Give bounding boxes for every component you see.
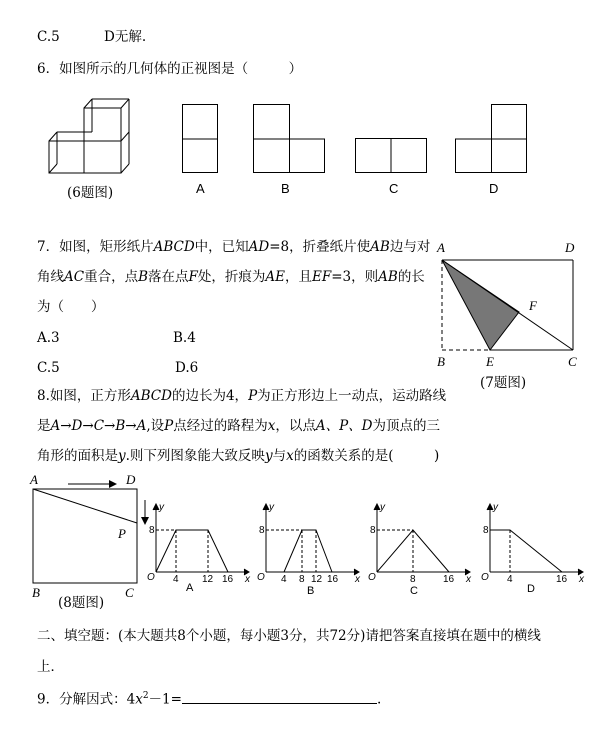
q8-graph-label-a: A xyxy=(186,582,194,594)
q7-line3: 为（ ） xyxy=(37,299,105,315)
q8-point-c: C xyxy=(125,585,134,600)
section2-heading-cont: 上． xyxy=(37,659,64,675)
graph-d-origin: O xyxy=(481,572,489,583)
graph-c-origin: O xyxy=(368,572,376,583)
q8-square-figure xyxy=(28,480,152,586)
graph-b-origin: O xyxy=(257,572,265,583)
graph-b-tick-4: 4 xyxy=(281,574,287,584)
q6-label-a: A xyxy=(196,181,205,196)
q7-point-f: F xyxy=(529,298,537,313)
q8-graph-label-b: B xyxy=(307,585,315,597)
q6-solid-figure xyxy=(44,96,134,178)
q7-point-b: B xyxy=(437,354,445,369)
graph-c-tick-8: 8 xyxy=(410,574,416,584)
q7-caption: (7题图) xyxy=(480,375,527,391)
q8-graph-d xyxy=(478,500,588,584)
graph-a-ylabel: y xyxy=(159,502,164,513)
q8-point-p: P xyxy=(118,526,126,541)
q8-line3: 角形的面积是y.则下列图象能大致反映y与x的函数关系的是( ) xyxy=(37,448,440,464)
q8-point-b: B xyxy=(32,585,40,600)
graph-c-xlabel: x xyxy=(466,574,471,584)
q8-line2: 是A→D→C→B→A,设P点经过的路程为x，以点A、P、D为顶点的三 xyxy=(37,418,441,434)
q7-point-c: C xyxy=(568,354,577,369)
q6-stem: 6．如图所示的几何体的正视图是（ ） xyxy=(37,61,303,77)
graph-c-y8: 8 xyxy=(370,525,376,536)
q9-line: 9．分解因式：$4x^2-1=$ . xyxy=(37,691,382,708)
q6-option-a-view xyxy=(182,104,220,174)
graph-d-ylabel: y xyxy=(493,502,498,513)
q7-line2: 角线AC重合，点B落在点F处，折痕为AE，且EF=3，则AB的长 xyxy=(37,269,425,285)
q6-label-c: C xyxy=(389,181,399,196)
q7-point-e: E xyxy=(486,354,494,369)
q9-answer-blank[interactable] xyxy=(182,690,377,704)
graph-b-ylabel: y xyxy=(269,502,274,513)
q7-point-d: D xyxy=(565,240,575,255)
graph-d-tick-16: 16 xyxy=(556,574,568,584)
q6-option-d-view xyxy=(455,104,529,174)
q8-line1: 8.如图，正方形ABCD的边长为4，P为正方形边上一动点，运动路线 xyxy=(37,388,447,404)
q7-point-a: A xyxy=(437,240,445,255)
q7-option-b: B.4 xyxy=(173,330,196,346)
q6-label-d: D xyxy=(489,181,499,196)
graph-a-tick-16: 16 xyxy=(222,574,234,584)
q6-option-c-view xyxy=(355,138,429,174)
graph-d-y8: 8 xyxy=(483,525,489,536)
q8-graph-label-d: D xyxy=(527,583,535,595)
graph-b-tick-12: 12 xyxy=(311,574,323,584)
q6-label-b: B xyxy=(281,181,290,196)
q8-point-d: D xyxy=(126,472,136,487)
prev-option-c: C.5 xyxy=(37,29,60,45)
graph-b-tick-8: 8 xyxy=(299,574,305,584)
graph-a-tick-12: 12 xyxy=(202,574,214,584)
q7-option-c: C.5 xyxy=(37,360,60,376)
graph-b-y8: 8 xyxy=(259,525,265,536)
q8-point-a: A xyxy=(30,472,38,487)
graph-d-tick-4: 4 xyxy=(507,574,513,584)
q8-graph-a xyxy=(144,500,254,584)
q7-line1: 7．如图，矩形纸片ABCD中，已知AD=8，折叠纸片使AB边与对 xyxy=(37,239,431,255)
q8-graph-b xyxy=(254,500,364,584)
section2-heading: 二、填空题：(本大题共8个小题，每小题3分，共72分)请把答案直接填在题中的横线 xyxy=(37,628,541,644)
graph-d-xlabel: x xyxy=(579,574,584,584)
q8-graph-c xyxy=(365,500,475,584)
q8-graph-label-c: C xyxy=(410,585,418,597)
graph-b-tick-16: 16 xyxy=(327,574,339,584)
graph-c-tick-16: 16 xyxy=(443,574,455,584)
q7-rectangle-figure xyxy=(436,250,578,352)
q6-option-b-view xyxy=(253,104,327,174)
q8-caption: (8题图) xyxy=(58,595,105,611)
q7-option-d: D.6 xyxy=(175,360,199,376)
graph-a-xlabel: x xyxy=(245,574,250,584)
graph-a-tick-4: 4 xyxy=(173,574,179,584)
graph-c-ylabel: y xyxy=(380,502,385,513)
prev-option-d: D无解. xyxy=(104,29,147,45)
graph-b-xlabel: x xyxy=(355,574,360,584)
q7-option-a: A.3 xyxy=(37,330,60,346)
q6-caption: (6题图) xyxy=(67,185,114,201)
graph-a-origin: O xyxy=(147,572,155,583)
graph-a-y8: 8 xyxy=(149,525,155,536)
